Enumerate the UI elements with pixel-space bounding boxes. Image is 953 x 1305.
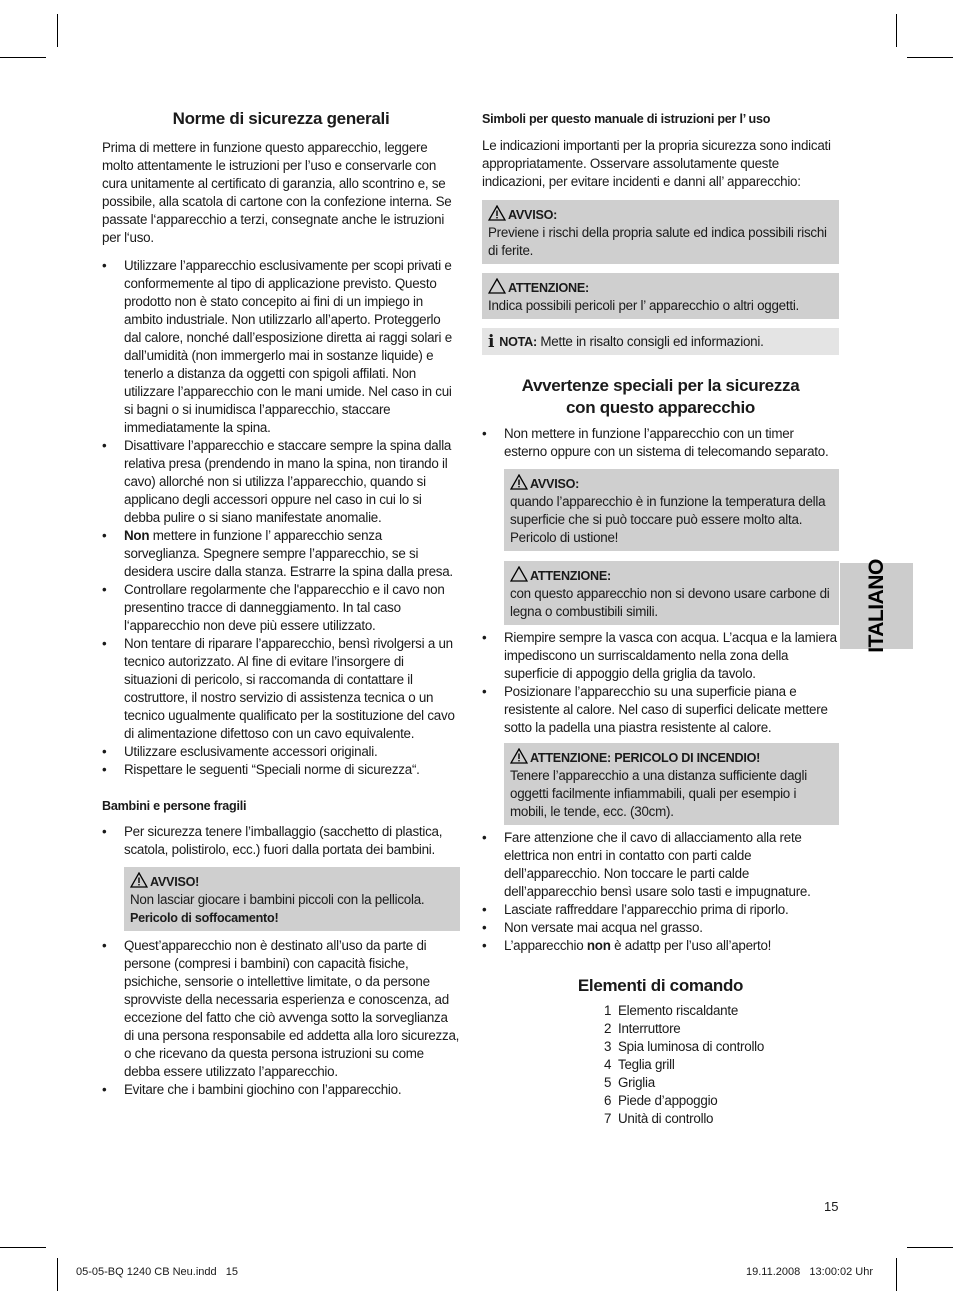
- list-item: • Evitare che i bambini giochino con l’apparecchio.: [102, 1082, 402, 1097]
- box-text: Previene i rischi della propria salute ed indica possibili rischi di ferite.: [488, 225, 827, 258]
- list-item: • Quest’apparecchio non è destinato all’uso da parte di persone (compresi i bambini) con capacità fisiche, psichiche, sensorie o intellettive limitate, o da persone sprovviste della necessaria esperienza e conoscenza, ad eccezione del fatto che ciò avvenga sotto la sorveglianza di una persona responsabile ed addetta alla loro sicurezza, o che ricevano da questa persona istruzioni su come debba essere utilizzato l’apparecchio.: [102, 938, 460, 1079]
- bullet-marker: •: [482, 684, 487, 699]
- intro-paragraph: Prima di mettere in funzione questo apparecchio, leggere molto attentamente le istruzioni per l’uso e conservarle con cura unitamente al certificato di garanzia, allo scontrino e, se possibile, alla scatola di cartone con la confezione interna. Se passate l‘apparecchio a terzi, consegnate anche le istruzioni per l‘uso.: [102, 140, 452, 245]
- box-text: Tenere l’apparecchio a una distanza sufficiente dagli oggetti facilmente infiammabili, quali per esempio i mobili, le tende, ecc. (30cm).: [510, 768, 807, 819]
- special-bullet-list-2: [482, 629, 839, 737]
- warning-triangle-icon: [510, 474, 528, 490]
- crop-mark: [57, 14, 58, 47]
- crop-mark: [907, 57, 953, 58]
- list-item: 4 Teglia grill: [604, 1057, 675, 1072]
- safety-bullet-list: [102, 257, 460, 779]
- list-item: • Non versate mai acqua nel grasso.: [482, 920, 703, 935]
- bullet-marker: •: [482, 902, 487, 917]
- list-item: 1 Elemento riscaldante: [604, 1003, 739, 1018]
- bullet-marker: •: [102, 938, 107, 953]
- bullet-marker: •: [102, 582, 107, 597]
- warning-box-fire: ATTENZIONE: PERICOLO DI INCENDIO! Tenere l’apparecchio a una distanza sufficiente dagli oggetti facilmente infiammabili, quali per esempio i mobili, le tende, ecc. (30cm).: [504, 743, 839, 825]
- list-item: • L’apparecchio non è adattp per l’uso all’aperto!: [482, 938, 772, 953]
- list-item: • Controllare regolarmente che l'apparecchio e il cavo non presentino tracce di danneggiamento. In tal caso l‘apparecchio non deve più essere utilizzato.: [102, 582, 445, 633]
- kids-bullet-list: [102, 823, 460, 859]
- list-item: • Fare attenzione che il cavo di allacciamento alla rete elettrica non entri in contatto con parti calde dell’apparecchio. Non toccare le parti calde dell’apparecchio bensì usare solo tasti e impugnature.: [482, 830, 811, 899]
- crop-mark: [57, 1258, 58, 1291]
- crop-mark: [896, 1258, 897, 1291]
- right-column: [482, 110, 839, 1128]
- list-item: • Disattivare l’apparecchio e staccare sempre la spina dalla relativa presa (prendendo in mano la spina, non tirando il cavo) allorché non si utilizza l’apparecchio, quando si applicano degli accessori oppure nel caso in cui lo si debba pulire o si siano manifestate anomalie.: [102, 438, 452, 525]
- warning-box-hot-surface: AVVISO: quando l’apparecchio è in funzione la temperatura della superficie che si può toccare può essere molto alta. Pericolo di ustione!: [504, 469, 839, 551]
- list-item: • Non mettere in funzione l’ apparecchio senza sorveglianza. Spegnere sempre l’apparecchio, se si desidera uscire dalla stanza. Estrarre la spina dalla presa.: [102, 528, 453, 579]
- list-item: • Utilizzare esclusivamente accessori originali.: [102, 744, 378, 759]
- footer-timestamp: 19.11.2008 13:00:02 Uhr: [746, 1266, 874, 1278]
- bullet-marker: •: [102, 636, 107, 651]
- subheading-symbols: Simboli per questo manuale di istruzioni per l’ uso: [482, 112, 771, 126]
- list-item: • Non tentare di riparare l’apparecchio, bensì rivolgersi a un tecnico autorizzato. Al fine di evitare l’insorgere di situazioni di pericolo, si raccomanda di contattare il costruttore, il nostro servizio di assistenza tecnica o un tecnico ugualmente qualificato per la sostituzione del cavo di alimentazione difettoso con un cavo equivalente.: [102, 636, 455, 741]
- warning-box-suffocation: [124, 867, 460, 931]
- bullet-marker: •: [482, 938, 487, 953]
- language-tab-label: ITALIANO: [864, 559, 888, 653]
- list-item: • Rispettare le seguenti “Speciali norme di sicurezza“.: [102, 762, 420, 777]
- page-number: 15: [824, 1199, 839, 1214]
- bullet-marker: •: [102, 824, 107, 839]
- crop-mark: [0, 1247, 46, 1248]
- bullet-marker: •: [482, 920, 487, 935]
- section-title-safety: Norme di sicurezza generali: [172, 109, 390, 128]
- warning-triangle-icon: [510, 748, 528, 764]
- list-item: 5 Griglia: [604, 1075, 655, 1090]
- subheading-kids: Bambini e persone fragili: [102, 799, 247, 813]
- bullet-marker: •: [102, 528, 107, 543]
- warning-triangle-icon: [130, 872, 148, 888]
- warning-text: Non lasciar giocare i bambini piccoli con la pellicola.: [130, 892, 425, 907]
- list-item: 2 Interruttore: [604, 1021, 681, 1036]
- bullet-marker: •: [102, 744, 107, 759]
- list-item: • Posizionare l’apparecchio su una superficie piana e resistente al calore. Nel caso di superfici delicate mettere sotto la padella una piastra resistente al calore.: [482, 684, 828, 735]
- bullet-marker: •: [102, 438, 107, 453]
- attention-triangle-icon: [510, 566, 528, 582]
- warning-triangle-icon: [488, 205, 506, 221]
- list-item: 7 Unità di controllo: [604, 1111, 714, 1126]
- box-text: quando l’apparecchio è in funzione la temperatura della superficie che si può toccare può essere molto alta. Pericolo di ustione!: [510, 494, 826, 545]
- crop-mark: [0, 57, 46, 58]
- box-text: Indica possibili pericoli per l’ apparecchio o altri oggetti.: [488, 298, 800, 313]
- left-column: [102, 108, 460, 1099]
- section-title-controls: Elementi di comando: [577, 976, 744, 995]
- symbols-intro: Le indicazioni importanti per la propria sicurezza sono indicati appropriatamente. Osservare assolutamente queste indicazioni, per evitare incidenti e danni all’ apparecchio:: [482, 138, 831, 189]
- list-item: • Lasciate raffreddare l’apparecchio prima di riporlo.: [482, 902, 789, 917]
- footer-file-info: 05-05-BQ 1240 CB Neu.indd 15: [76, 1266, 239, 1278]
- warning-box-charcoal: ATTENZIONE: con questo apparecchio non si devono usare carbone di legna o combustibili simili.: [504, 561, 839, 625]
- crop-mark: [907, 1247, 953, 1248]
- bullet-marker: •: [482, 630, 487, 645]
- list-item: • Per sicurezza tenere l’imballaggio (sacchetto di plastica, scatola, polistirolo, ecc.) fuori dalla portata dei bambini.: [102, 824, 443, 857]
- warning-title: AVVISO!: [150, 875, 200, 889]
- bullet-marker: •: [102, 258, 107, 273]
- info-icon: i: [488, 332, 495, 352]
- bullet-marker: •: [482, 830, 487, 845]
- warning-bold-line: Pericolo di soffocamento!: [130, 911, 279, 925]
- list-item: 6 Piede d’appoggio: [604, 1093, 718, 1108]
- symbol-box-nota: i NOTA: Mette in risalto consigli ed informazioni.: [482, 328, 839, 355]
- bullet-marker: •: [102, 1082, 107, 1097]
- kids-bullet-list-2: [102, 937, 460, 1099]
- symbol-box-attenzione: ATTENZIONE: Indica possibili pericoli per l’ apparecchio o altri oggetti.: [482, 273, 839, 319]
- list-item: • Riempire sempre la vasca con acqua. L’acqua e la lamiera impediscono un surriscaldamento nella zona della superficie di appoggio della griglia da tavolo.: [482, 630, 837, 681]
- bullet-marker: •: [482, 426, 487, 441]
- box-text: con questo apparecchio non si devono usare carbone di legna o combustibili simili.: [510, 586, 830, 619]
- special-bullet-list-3: [482, 829, 839, 955]
- list-item: • Utilizzare l’apparecchio esclusivamente per scopi privati e conformemente al tipo di applicazione previsto. Questo prodotto non è stato concepito ai fini di un impiego in ambito industriale. Non utilizzarlo all’aperto. Proteggerlo dal calore, nonché dall’esposizione diretta ai raggi solari e dall’umidità (non immergerlo mai in sostanze liquide) e tenerlo a distanza da oggetti con spigoli affilati. Non utilizzare l’apparecchio con le mani umide. Nel caso in cui si bagni o si inumidisca l’apparecchio, staccare immediatamente la spina.: [102, 258, 452, 435]
- bullet-marker: •: [102, 762, 107, 777]
- list-item: • Non mettere in funzione l’apparecchio con un timer esterno oppure con un sistema di telecomando separato.: [482, 426, 829, 459]
- list-item: 3 Spia luminosa di controllo: [604, 1039, 765, 1054]
- attention-triangle-icon: [488, 278, 506, 294]
- language-tab: [840, 559, 913, 653]
- symbol-box-avviso: AVVISO: Previene i rischi della propria salute ed indica possibili rischi di ferite.: [482, 200, 839, 264]
- section-title-special: Avvertenze speciali per la sicurezza con questo apparecchio: [521, 376, 800, 417]
- controls-list: [604, 1002, 839, 1128]
- special-bullet-list-1: [482, 425, 839, 461]
- crop-mark: [896, 14, 897, 47]
